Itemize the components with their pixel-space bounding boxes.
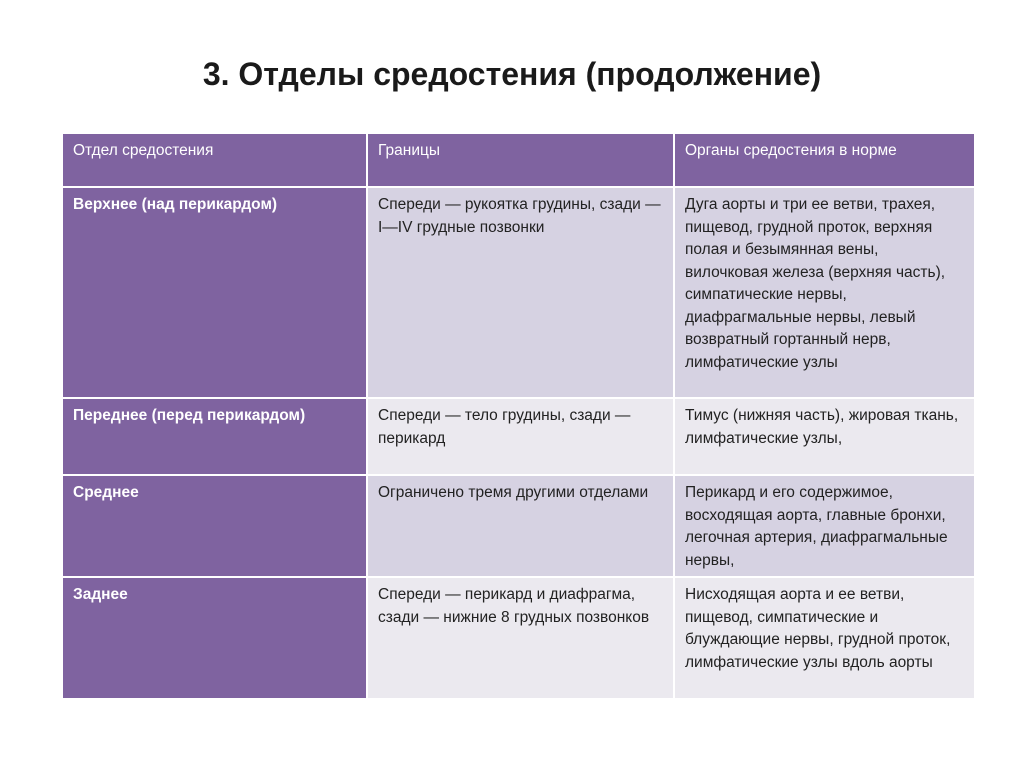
borders-cell: Спереди — перикард и диафрагма, сзади — нижние 8 грудных позвонков <box>368 578 673 698</box>
table-row <box>63 578 974 698</box>
table-row <box>63 399 974 474</box>
table-row <box>63 188 974 397</box>
borders-cell: Спереди — рукоятка грудины, сзади — I—IV грудные позвонки <box>368 188 673 397</box>
borders-cell: Спереди — тело грудины, сзади — перикард <box>368 399 673 474</box>
table-header-row <box>63 134 974 186</box>
organs-cell: Тимус (нижняя часть), жировая ткань, лимфатические узлы, <box>675 399 974 474</box>
section-cell: Среднее <box>63 476 366 576</box>
organs-cell: Нисходящая аорта и ее ветви, пищевод, симпатические и блуждающие нервы, грудной проток, лимфатические узлы вдоль аорты <box>675 578 974 698</box>
organs-cell: Дуга аорты и три ее ветви, трахея, пищевод, грудной проток, верхняя полая и безымянная вены, вилочковая железа (верхняя часть), симпатические нервы, диафрагмальные нервы, левый возвратный гортанный нерв, лимфатические узлы <box>675 188 974 397</box>
section-cell: Переднее (перед перикардом) <box>63 399 366 474</box>
section-cell: Заднее <box>63 578 366 698</box>
header-borders: Границы <box>368 134 673 186</box>
mediastinum-table <box>61 132 976 700</box>
borders-cell: Ограничено тремя другими отделами <box>368 476 673 576</box>
organs-cell: Перикард и его содержимое, восходящая аорта, главные бронхи, легочная артерия, диафрагмальные нервы, <box>675 476 974 576</box>
table-row <box>63 476 974 576</box>
header-organs: Органы средостения в норме <box>675 134 974 186</box>
header-section: Отдел средостения <box>63 134 366 186</box>
section-cell: Верхнее (над перикардом) <box>63 188 366 397</box>
slide-title: 3. Отделы средостения (продолжение) <box>202 56 822 92</box>
